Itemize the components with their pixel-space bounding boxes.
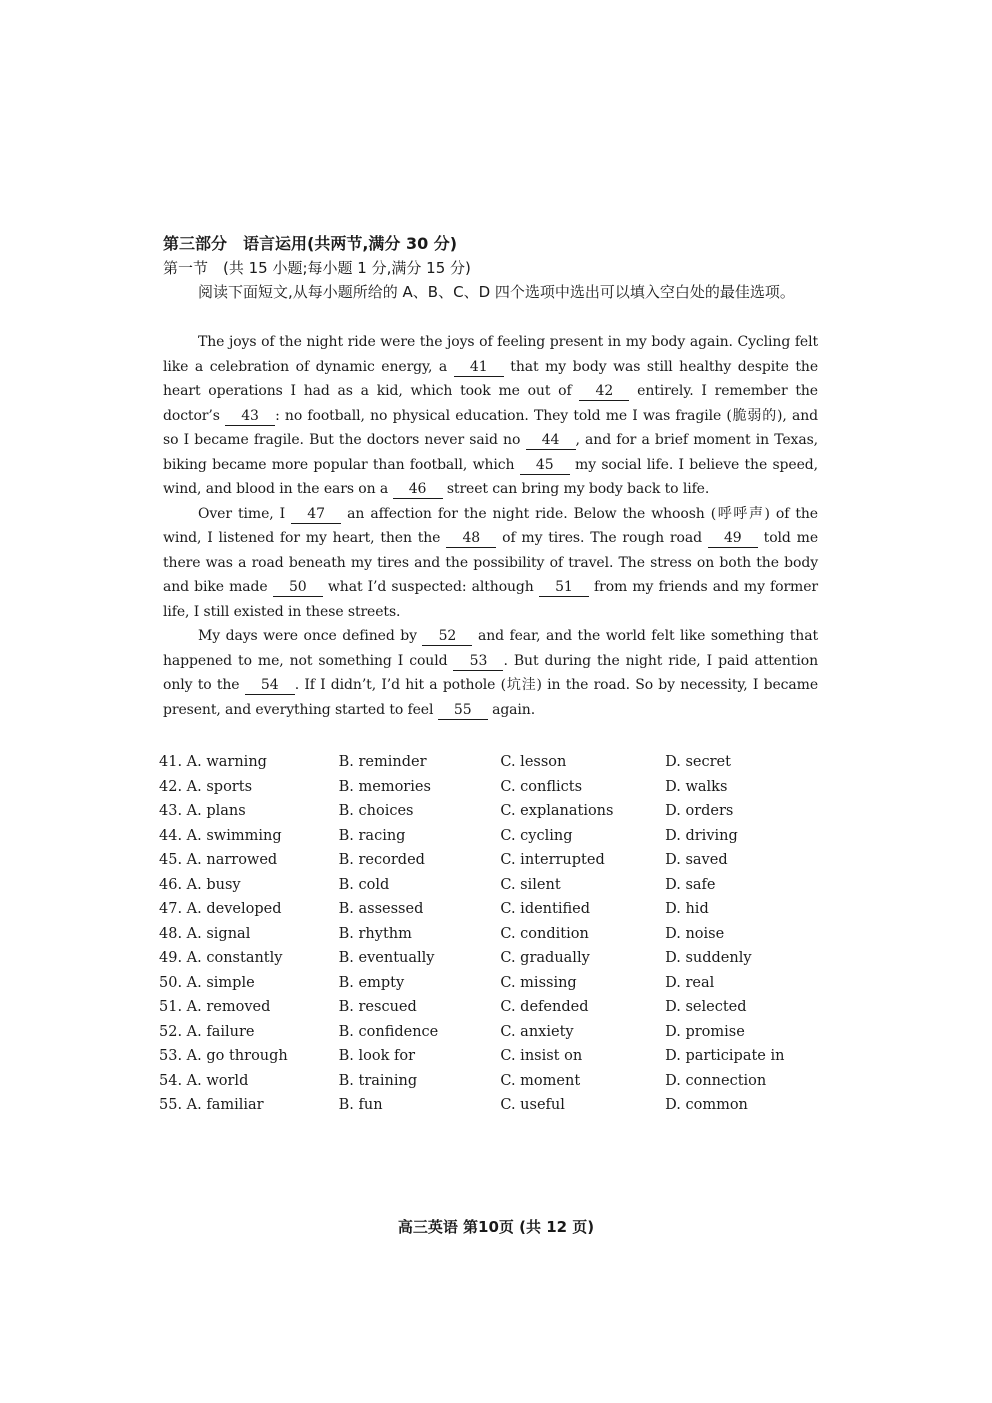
option-a[interactable]: 44. A. swimming bbox=[159, 827, 282, 844]
option-c[interactable]: C. identified bbox=[500, 901, 591, 917]
question-row-46 bbox=[159, 873, 814, 898]
question-row-55 bbox=[159, 1093, 814, 1118]
option-b[interactable]: B. choices bbox=[338, 803, 414, 819]
option-a[interactable]: 51. A. removed bbox=[159, 999, 271, 1015]
passage-text: , and for a brief moment in Texas, biking became more popular than football, which bbox=[163, 432, 819, 473]
option-a[interactable]: 50. A. simple bbox=[159, 974, 255, 991]
passage-paragraph bbox=[163, 502, 818, 625]
option-c[interactable]: C. missing bbox=[500, 974, 577, 991]
blank-48[interactable]: 48 bbox=[446, 530, 496, 548]
question-row-45 bbox=[159, 848, 814, 873]
section-title: 第一节 (共 15 小题;每小题 1 分,满分 15 分) bbox=[163, 259, 471, 277]
passage-paragraph bbox=[163, 624, 818, 722]
option-c[interactable]: C. silent bbox=[500, 876, 561, 893]
passage-text: street can bring my body back to life. bbox=[442, 481, 710, 497]
option-d[interactable]: D. suddenly bbox=[665, 950, 752, 966]
option-b[interactable]: B. look for bbox=[338, 1048, 416, 1064]
question-row-50 bbox=[159, 971, 814, 996]
passage-text: from my friends and my former life, I still existed in these streets. bbox=[163, 579, 818, 620]
passage-text: entirely. I remember the doctor’s bbox=[163, 383, 818, 424]
option-b[interactable]: B. reminder bbox=[338, 754, 427, 770]
passage-text: and fear, and the world felt like something that happened to me, not something I could bbox=[163, 628, 818, 669]
option-b[interactable]: B. fun bbox=[338, 1097, 383, 1113]
option-d[interactable]: D. secret bbox=[665, 754, 731, 770]
option-d[interactable]: D. noise bbox=[665, 925, 725, 942]
option-d[interactable]: D. real bbox=[665, 974, 715, 991]
option-b[interactable]: B. assessed bbox=[338, 901, 424, 917]
passage-text: My days were once defined by bbox=[198, 628, 423, 644]
option-a[interactable]: 46. A. busy bbox=[159, 876, 241, 893]
option-c[interactable]: C. cycling bbox=[500, 827, 573, 844]
blank-52[interactable]: 52 bbox=[422, 628, 472, 646]
passage-text: told me there was a road beneath my tires and the possibility of travel. The stress on both the body and bike made bbox=[163, 530, 818, 595]
option-a[interactable]: 47. A. developed bbox=[159, 901, 282, 917]
page-footer: 高三英语 第10页 (共 12 页) bbox=[397, 1218, 595, 1236]
question-row-48 bbox=[159, 922, 814, 947]
question-row-42 bbox=[159, 775, 814, 800]
question-row-47 bbox=[159, 897, 814, 922]
option-a[interactable]: 41. A. warning bbox=[159, 754, 267, 770]
option-b[interactable]: B. training bbox=[338, 1072, 418, 1089]
option-a[interactable]: 48. A. signal bbox=[159, 925, 251, 942]
exam-page bbox=[159, 232, 819, 1118]
option-c[interactable]: C. explanations bbox=[500, 803, 614, 819]
option-c[interactable]: C. lesson bbox=[500, 754, 567, 770]
blank-49[interactable]: 49 bbox=[708, 530, 758, 548]
option-a[interactable]: 42. A. sports bbox=[159, 778, 253, 795]
question-row-41 bbox=[159, 750, 814, 775]
option-c[interactable]: C. moment bbox=[500, 1072, 581, 1089]
question-row-54 bbox=[159, 1069, 814, 1094]
options-list bbox=[159, 750, 814, 1118]
option-d[interactable]: D. selected bbox=[665, 999, 747, 1015]
blank-47[interactable]: 47 bbox=[291, 506, 341, 524]
blank-42[interactable]: 42 bbox=[579, 383, 629, 401]
option-c[interactable]: C. anxiety bbox=[500, 1023, 574, 1040]
option-c[interactable]: C. condition bbox=[500, 925, 589, 942]
instruction-text: 阅读下面短文,从每小题所给的 A、B、C、D 四个选项中选出可以填入空白处的最佳选项。 bbox=[198, 283, 795, 301]
option-a[interactable]: 49. A. constantly bbox=[159, 950, 283, 966]
option-a[interactable]: 45. A. narrowed bbox=[159, 852, 278, 868]
option-d[interactable]: D. participate in bbox=[665, 1048, 785, 1064]
passage-text: Over time, I bbox=[198, 505, 292, 522]
option-d[interactable]: D. safe bbox=[665, 876, 716, 893]
question-row-43 bbox=[159, 799, 814, 824]
option-b[interactable]: B. eventually bbox=[338, 950, 435, 966]
option-c[interactable]: C. interrupted bbox=[500, 852, 605, 868]
passage-text: that my body was still healthy despite the heart operations I had as a kid, which took me out of bbox=[163, 358, 819, 399]
passage-text: of my tires. The rough road bbox=[496, 530, 708, 546]
blank-53[interactable]: 53 bbox=[453, 653, 503, 671]
blank-44[interactable]: 44 bbox=[526, 432, 576, 450]
option-d[interactable]: D. orders bbox=[665, 803, 734, 819]
option-a[interactable]: 43. A. plans bbox=[159, 803, 246, 819]
passage-paragraph bbox=[163, 330, 818, 502]
cloze-passage bbox=[163, 330, 818, 722]
question-row-44 bbox=[159, 824, 814, 849]
passage-text: again. bbox=[487, 701, 536, 718]
option-b[interactable]: B. racing bbox=[338, 827, 406, 844]
option-d[interactable]: D. saved bbox=[665, 852, 728, 868]
blank-54[interactable]: 54 bbox=[245, 677, 295, 695]
option-a[interactable]: 55. A. familiar bbox=[159, 1097, 264, 1113]
option-b[interactable]: B. confidence bbox=[338, 1023, 439, 1040]
option-b[interactable]: B. empty bbox=[338, 974, 405, 991]
option-b[interactable]: B. memories bbox=[338, 778, 431, 795]
option-c[interactable]: C. useful bbox=[500, 1097, 565, 1113]
option-b[interactable]: B. rhythm bbox=[338, 925, 412, 942]
option-a[interactable]: 52. A. failure bbox=[159, 1023, 255, 1040]
part-title: 第三部分 语言运用(共两节,满分 30 分) bbox=[163, 234, 458, 253]
blank-46[interactable]: 46 bbox=[393, 481, 443, 499]
option-a[interactable]: 54. A. world bbox=[159, 1072, 249, 1089]
option-a[interactable]: 53. A. go through bbox=[159, 1048, 288, 1064]
blank-43[interactable]: 43 bbox=[225, 408, 275, 426]
blank-50[interactable]: 50 bbox=[273, 579, 323, 597]
option-c[interactable]: C. gradually bbox=[500, 950, 590, 966]
blank-41[interactable]: 41 bbox=[454, 359, 504, 377]
passage-text: The joys of the night ride were the joys of feeling present in my body again. Cycling felt like a celebration of dynamic energy, a bbox=[163, 334, 818, 375]
passage-text: . If I didn’t, I’d hit a pothole (坑洼) in the road. So by necessity, I became present, and everything started to feel bbox=[163, 677, 819, 718]
blank-45[interactable]: 45 bbox=[520, 457, 570, 475]
option-d[interactable]: D. connection bbox=[665, 1072, 767, 1089]
question-row-53 bbox=[159, 1044, 814, 1069]
question-row-49 bbox=[159, 946, 814, 971]
blank-55[interactable]: 55 bbox=[438, 702, 488, 720]
question-row-51 bbox=[159, 995, 814, 1020]
option-b[interactable]: B. recorded bbox=[338, 852, 425, 868]
option-d[interactable]: D. driving bbox=[665, 827, 738, 844]
option-b[interactable]: B. rescued bbox=[338, 999, 417, 1015]
option-d[interactable]: D. hid bbox=[665, 901, 709, 917]
passage-text: what I’d suspected: although bbox=[322, 579, 539, 595]
passage-text: an affection for the night ride. Below the whoosh (呼呼声) of the wind, I listened for my heart, then the bbox=[163, 505, 818, 546]
option-c[interactable]: C. insist on bbox=[500, 1048, 583, 1064]
blank-51[interactable]: 51 bbox=[539, 579, 589, 597]
option-c[interactable]: C. conflicts bbox=[500, 778, 583, 795]
passage-text: : no football, no physical education. They told me I was fragile (脆弱的), and so I became fragile. But the doctors never said no bbox=[163, 407, 818, 448]
option-b[interactable]: B. cold bbox=[338, 876, 390, 893]
option-d[interactable]: D. common bbox=[665, 1097, 748, 1113]
option-d[interactable]: D. walks bbox=[665, 778, 728, 795]
question-row-52 bbox=[159, 1020, 814, 1045]
option-c[interactable]: C. defended bbox=[500, 999, 589, 1015]
passage-text: my social life. I believe the speed, wind, and blood in the ears on a bbox=[163, 456, 818, 497]
option-d[interactable]: D. promise bbox=[665, 1023, 745, 1040]
passage-text: . But during the night ride, I paid attention only to the bbox=[163, 652, 818, 693]
